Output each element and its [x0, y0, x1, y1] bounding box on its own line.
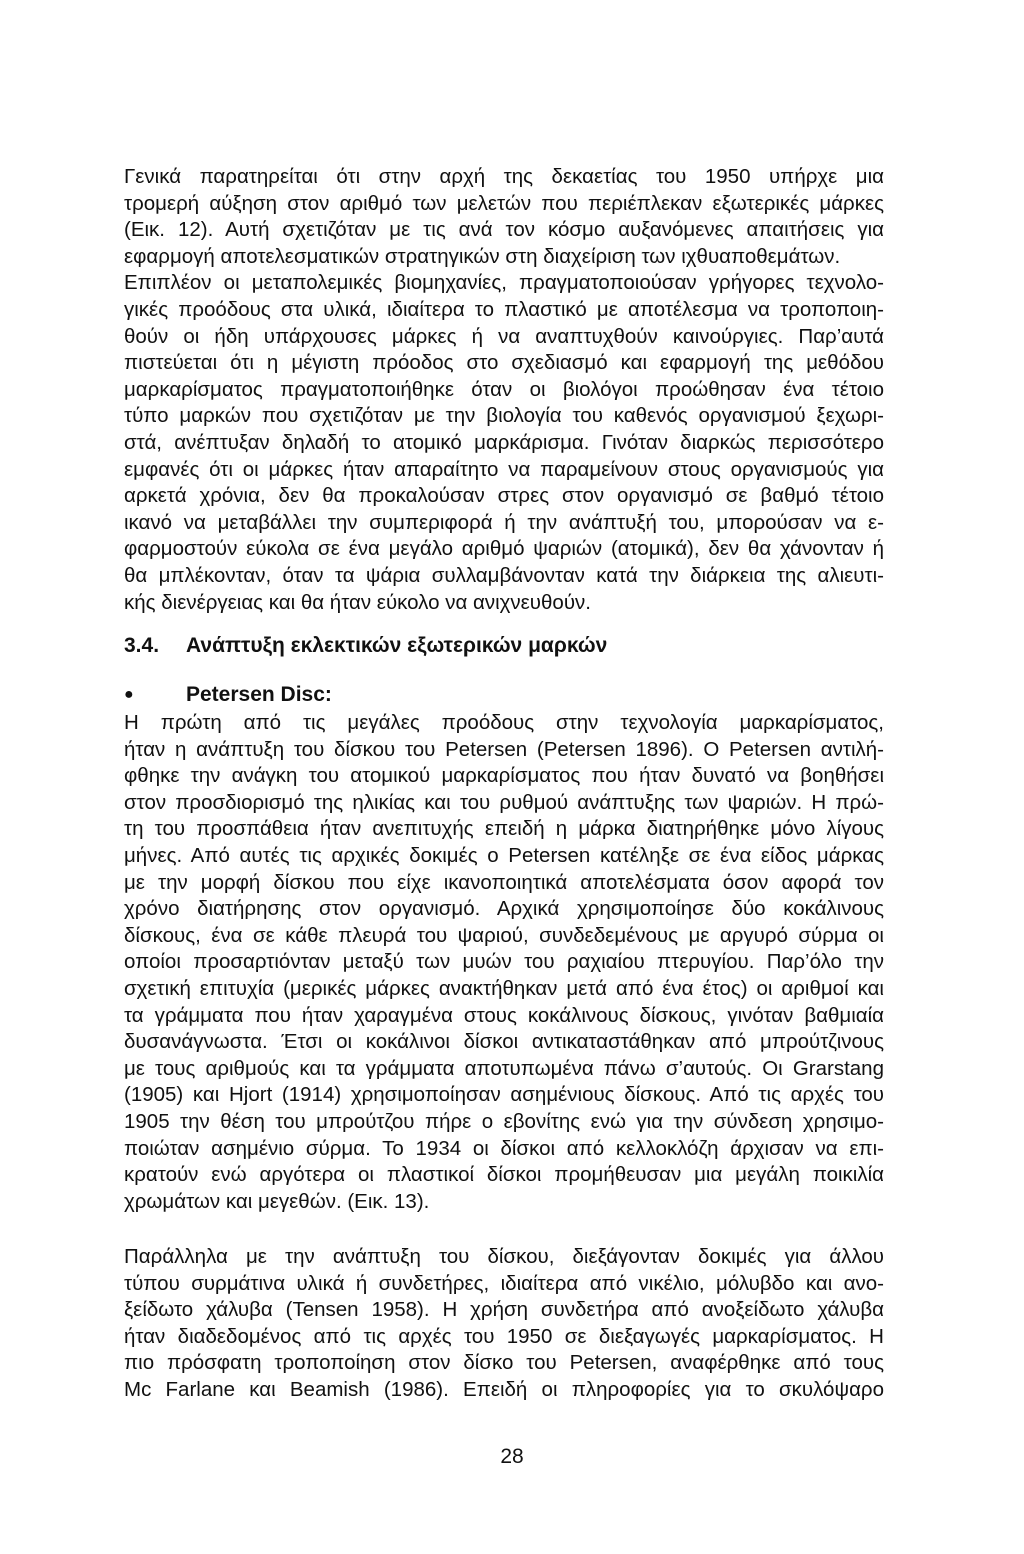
text-line: ήταν διαδεδομένος από τις αρχές του 1950 σε διεξαγωγές μαρκαρίσματος. Η — [124, 1324, 884, 1348]
section-title: Ανάπτυξη εκλεκτικών εξωτερικών μαρκών — [186, 634, 608, 657]
text-line: φαρμοστούν εύκολα σε ένα μεγάλο αριθμό ψαριών (ατομικά), δεν θα χάνονταν ή — [124, 537, 884, 561]
text-line: 1905 την θέση του μπρούτζου πήρε ο εβονίτης ενώ για την σύνδεση χρησιμο- — [124, 1109, 884, 1133]
text-line: τη του προσπάθεια ήταν ανεπιτυχής επειδή η μάρκα διατηρήθηκε μόνο λίγους — [124, 817, 884, 841]
text-line: Γενικά παρατηρείται ότι στην αρχή της δεκαετίας του 1950 υπήρχε μια — [124, 165, 884, 188]
text-line: τύπο μαρκών που σχετιζόταν με την βιολογία του καθενός οργανισμού ξεχωρι- — [124, 404, 884, 428]
text-line: Η πρώτη από τις μεγάλες προόδους στην τεχνολογία μαρκαρίσματος, — [124, 711, 884, 734]
text-line: δυσανάγνωστα. Έτσι οι κοκάλινοι δίσκοι αντικαταστάθηκαν από μπρούτζινους — [124, 1030, 884, 1054]
text-line: μαρκαρίσματος πραγματοποιήθηκε όταν οι βιολόγοι προώθησαν ένα τέτοιο — [124, 377, 884, 401]
text-line: δίσκους, ένα σε κάθε πλευρά του ψαριού, συνδεδεμένους με αργυρό σύρμα οι — [124, 923, 884, 947]
text-line: στον προσδιορισμό της ηλικίας και του ρυθμού ανάπτυξης των ψαριών. Η πρώ- — [124, 790, 884, 814]
page-number: 28 — [500, 1445, 524, 1468]
text-line: Επιπλέον οι μεταπολεμικές βιομηχανίες, πραγματοποιούσαν γρήγορες τεχνολο- — [124, 271, 884, 295]
petersen-paragraph — [124, 710, 884, 1215]
text-line: αρκετά χρόνια, δεν θα προκαλούσαν στρες στον οργανισμό σε βαθμό τέτοιο — [124, 484, 884, 508]
text-line: εμφανές ότι οι μάρκες ήταν απαραίτητο να παραμείνουν στους οργανισμούς για — [124, 457, 884, 481]
intro-paragraph — [124, 164, 884, 616]
text-line: (Εικ. 12). Αυτή σχετιζόταν με τις ανά τον κόσμο αυξανόμενες απαιτήσεις για — [124, 218, 884, 242]
text-line: Παράλληλα με την ανάπτυξη του δίσκου, διεξάγονταν δοκιμές για άλλου — [124, 1245, 884, 1268]
second-paragraph — [124, 1244, 884, 1404]
text-line: χρωμάτων και μεγεθών. (Εικ. 13). — [124, 1189, 430, 1213]
section-heading — [124, 631, 884, 661]
text-line: πιο πρόσφατη τροποποίηση στον δίσκο του Petersen, αναφέρθηκε από τους — [124, 1351, 884, 1375]
text-line: σχετική επιτυχία (μερικές μάρκες ανακτήθηκαν μετά από ένα έτος) οι αριθμοί και — [124, 976, 884, 1000]
text-line: θα μπλέκονταν, όταν τα ψάρια συλλαμβάνονταν κατά την διάρκεια της αλιευτι- — [124, 563, 884, 587]
bullet-heading — [124, 681, 884, 709]
text-line: πιστεύεται ότι η μέγιστη πρόοδος στο σχεδιασμό και εφαρμογή της μεθόδου — [124, 351, 884, 375]
text-line: χρόνο διατήρησης στον οργανισμό. Αρχικά χρησιμοποίησε δύο κοκάλινους — [124, 897, 884, 921]
text-line: φθηκε την ανάγκη του ατομικού μαρκαρίσματος που ήταν δυνατό να βοηθήσει — [124, 764, 884, 788]
text-line: εφαρμογή αποτελεσματικών στρατηγικών στη διαχείριση των ιχθυαποθεμάτων. — [124, 244, 841, 268]
text-line: κρατούν ενώ αργότερα οι πλαστικοί δίσκοι προμήθευσαν μια μεγάλη ποικιλία — [124, 1163, 884, 1187]
text-line: τα γράμματα που ήταν χαραγμένα στους κοκάλινους δίσκους, γινόταν βαθμιαία — [124, 1003, 884, 1027]
text-line: στά, ανέπτυξαν δηλαδή το ατομικό μαρκάρισμα. Γινόταν διαρκώς περισσότερο — [124, 430, 884, 454]
text-line: ξείδωτο χάλυβα (Tensen 1958). Η χρήση συνδετήρα από ανοξείδωτο χάλυβα — [124, 1298, 884, 1322]
text-line: οποίοι προσαρτιόνταν μεταξύ των μυών του ραχιαίου πτερυγίου. Παρ’όλο την — [124, 950, 884, 974]
text-line: θούν οι ήδη υπάρχουσες μάρκες ή να αναπτυχθούν καινούργιες. Παρ’αυτά — [124, 324, 884, 348]
text-line: με τους αριθμούς και τα γράμματα αποτυπωμένα πάνω σ’αυτούς. Οι Grarstang — [124, 1056, 884, 1080]
bullet-title: Petersen Disc: — [186, 683, 332, 706]
section-number: 3.4. — [124, 634, 160, 657]
text-line: με την μορφή δίσκου που είχε ικανοποιητικά αποτελέσματα όσον αφορά τον — [124, 870, 884, 894]
text-line: (1905) και Hjort (1914) χρησιμοποίησαν ασημένιους δίσκους. Από τις αρχές του — [124, 1083, 884, 1107]
text-line: Mc Farlane και Beamish (1986). Επειδή οι πληροφορίες για το σκυλόψαρο — [124, 1377, 884, 1401]
text-line: μήνες. Από αυτές τις αρχικές δοκιμές ο Petersen κατέληξε σε ένα είδος μάρκας — [124, 843, 884, 867]
text-line: ήταν η ανάπτυξη του δίσκου του Petersen (Petersen 1896). Ο Petersen αντιλή- — [124, 737, 884, 761]
text-line: τύπου συρμάτινα υλικά ή συνδετήρες, ιδιαίτερα από νικέλιο, μόλυβδο και ανο- — [124, 1271, 884, 1295]
text-line: γικές προόδους στα υλικά, ιδιαίτερα το πλαστικό με αποτέλεσμα να τροποποιη- — [124, 297, 884, 321]
text-line: κής διενέργειας και θα ήταν εύκολο να ανιχνευθούν. — [124, 590, 591, 614]
text-line: τρομερή αύξηση στον αριθμό των μελετών που περιέπλεκαν εξωτερικές μάρκες — [124, 191, 884, 215]
text-line: ικανό να μεταβάλλει την συμπεριφορά ή την ανάπτυξή του, μπορούσαν να ε- — [124, 510, 884, 534]
bullet-icon: ● — [124, 686, 134, 703]
text-line: ποιώταν ασημένιο σύρμα. Το 1934 οι δίσκοι από κελλοκλόζη άρχισαν να επι- — [124, 1136, 884, 1160]
